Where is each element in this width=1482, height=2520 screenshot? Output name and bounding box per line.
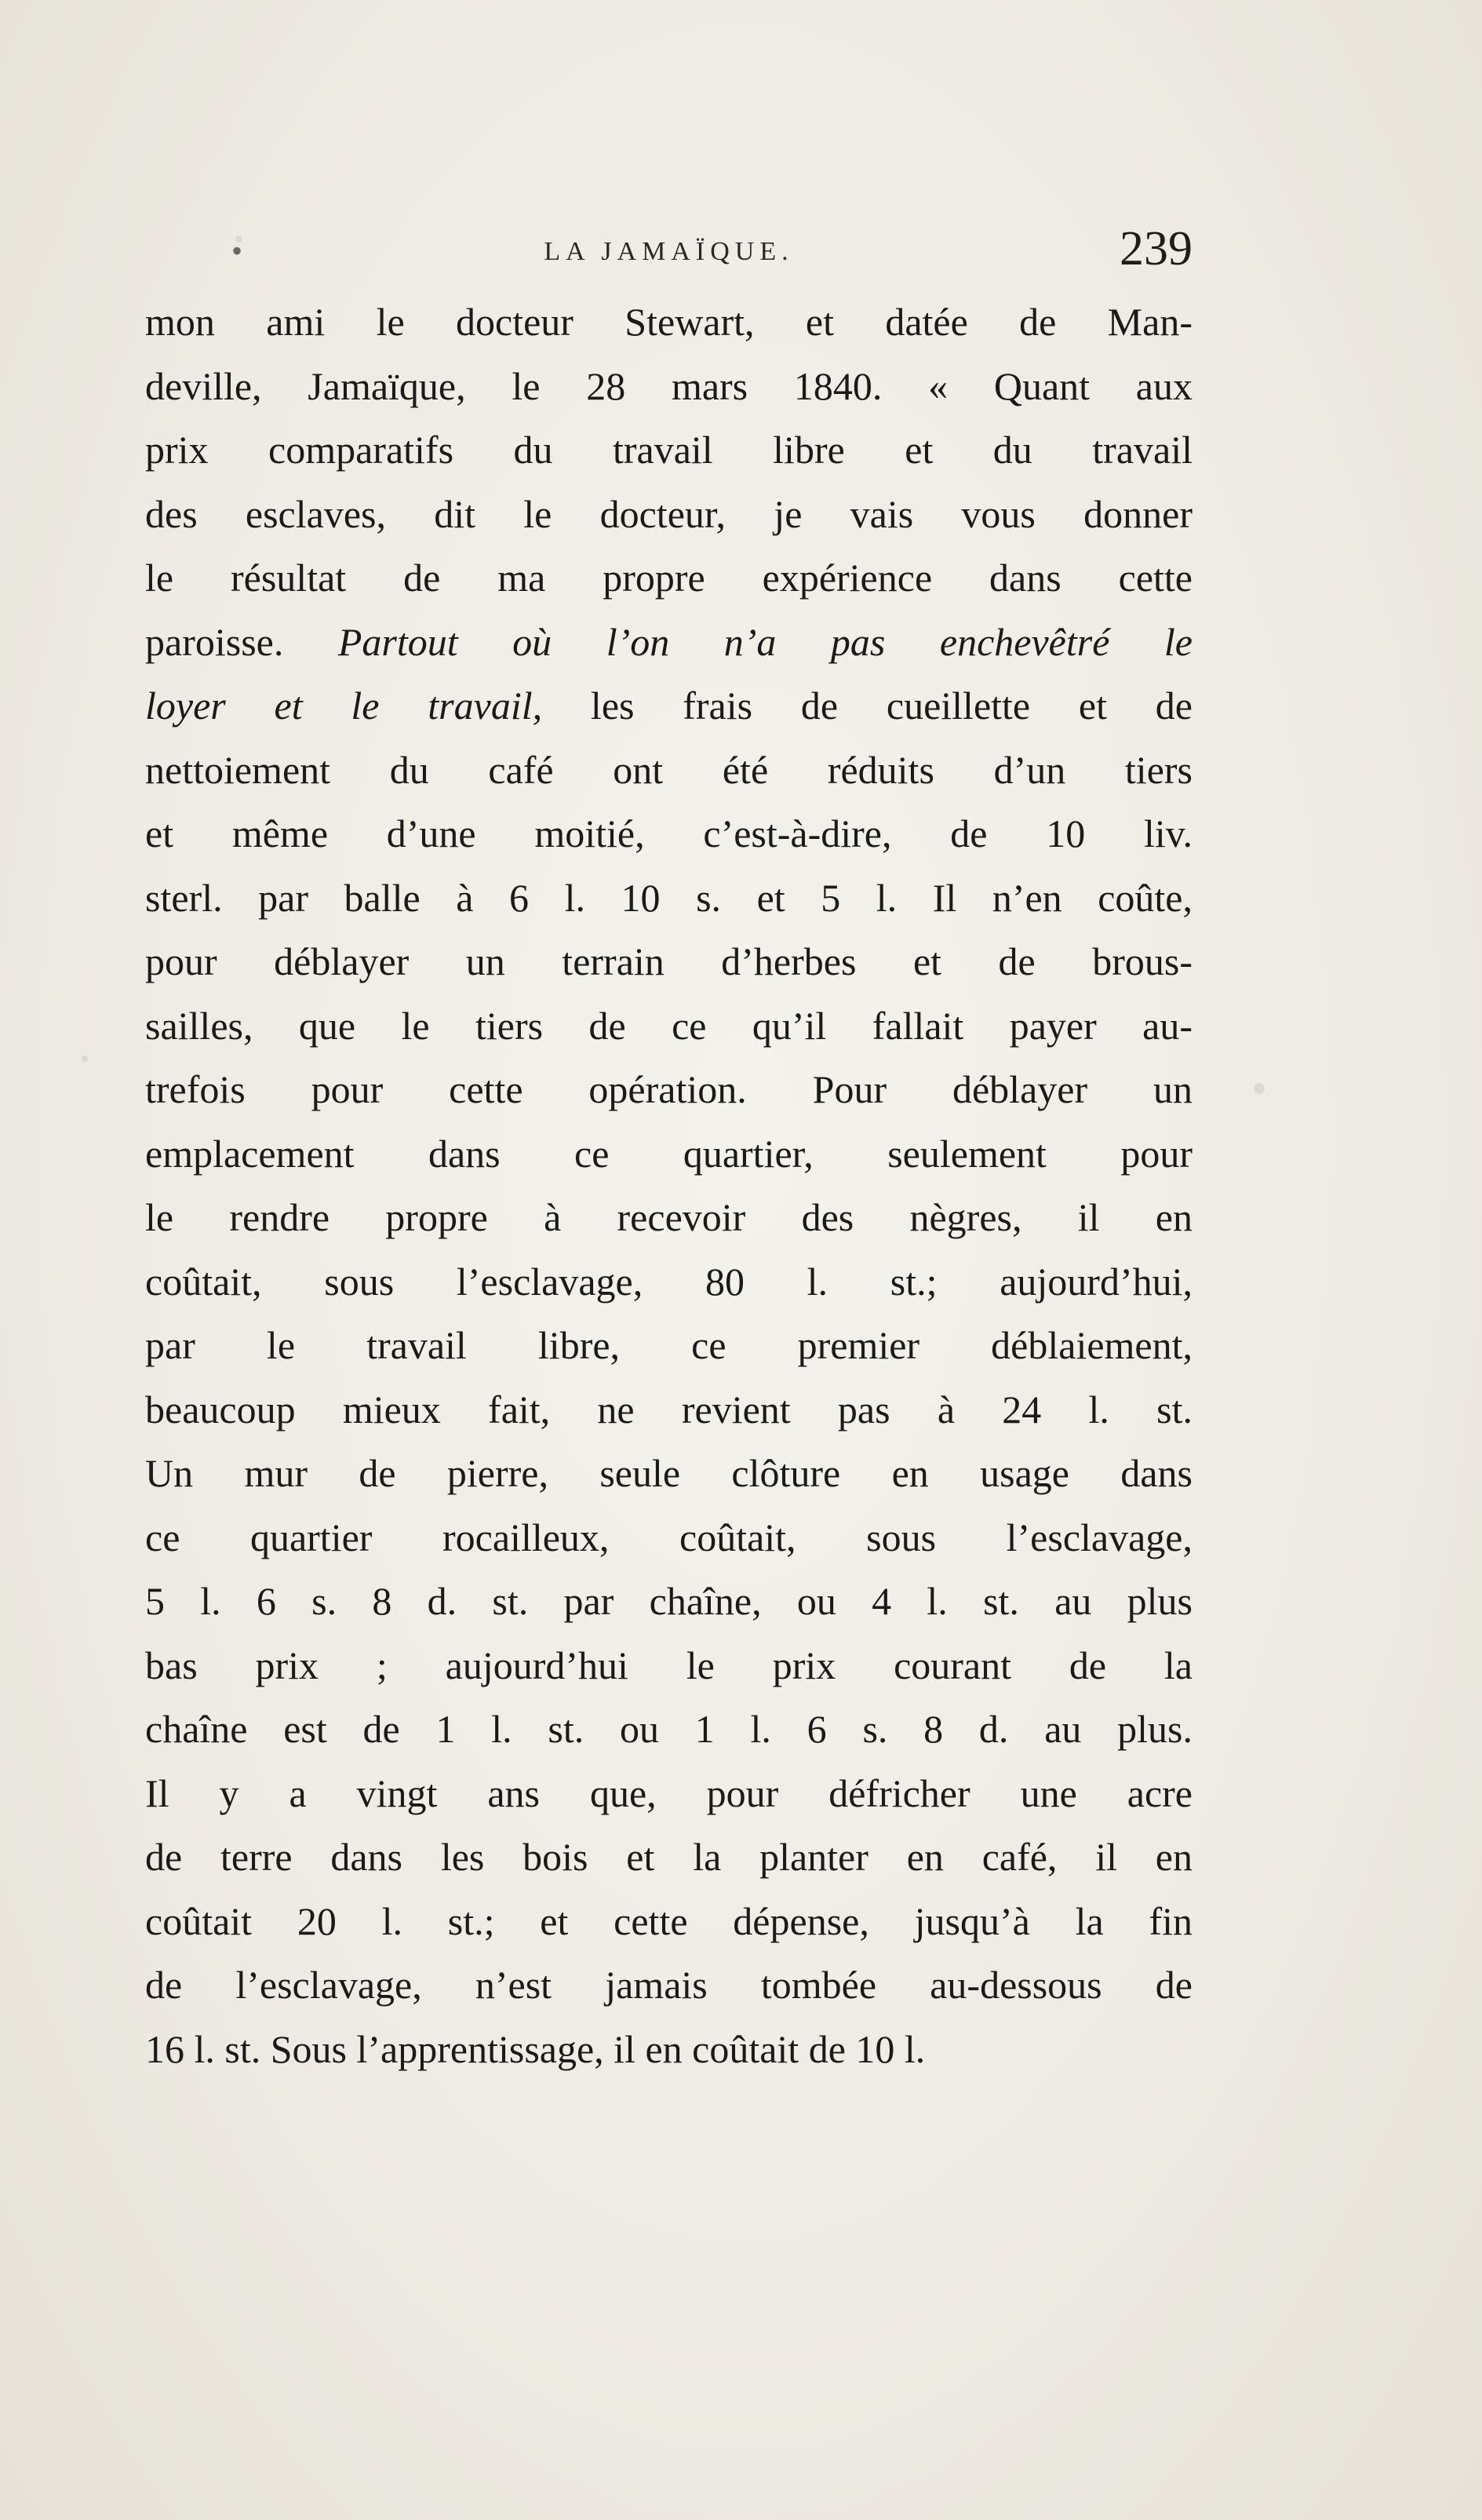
- text-line: ce quartier rocailleux, coûtait, sous l’esclavage,: [145, 1515, 1193, 1559]
- foxing-spot: [1254, 1083, 1265, 1094]
- foxing-spot: [82, 1056, 88, 1062]
- text-line: Un mur de pierre, seule clôture en usage dans: [145, 1451, 1193, 1495]
- text-line: bas prix ; aujourd’hui le prix courant de la: [145, 1643, 1193, 1687]
- italic-emphasis: loyer et le travail,: [145, 684, 543, 728]
- text-segment: les frais de cueillette et de: [542, 684, 1193, 728]
- text-line: de terre dans les bois et la planter en café, il en: [145, 1835, 1193, 1879]
- page-number: 239: [1120, 222, 1193, 275]
- text-line: prix comparatifs du travail libre et du travail: [145, 428, 1193, 472]
- text-line: coûtait 20 l. st.; et cette dépense, jusqu’à la fin: [145, 1898, 1193, 1943]
- page-header: [145, 221, 1193, 284]
- text-line: et même d’une moitié, c’est-à-dire, de 10 liv.: [145, 811, 1193, 855]
- text-line: pour déblayer un terrain d’herbes et de brous-: [145, 939, 1193, 983]
- text-line: sailles, que le tiers de ce qu’il fallait payer au-: [145, 1003, 1193, 1048]
- body-text: [145, 290, 1193, 2081]
- text-line: de l’esclavage, n’est jamais tombée au-dessous de: [145, 1963, 1193, 2007]
- text-line: [145, 674, 1193, 738]
- text-line: le rendre propre à recevoir des nègres, il en: [145, 1195, 1193, 1239]
- text-line: [145, 611, 1193, 675]
- text-line: chaîne est de 1 l. st. ou 1 l. 6 s. 8 d. au plus.: [145, 1707, 1193, 1751]
- text-line: sterl. par balle à 6 l. 10 s. et 5 l. Il n’en coûte,: [145, 875, 1193, 920]
- text-line: le résultat de ma propre expérience dans cette: [145, 556, 1193, 600]
- text-line: nettoiement du café ont été réduits d’un tiers: [145, 747, 1193, 792]
- text-line: 16 l. st. Sous l’apprentissage, il en coûtait de 10 l.: [145, 2026, 926, 2071]
- running-title: LA JAMAÏQUE.: [544, 237, 794, 266]
- text-line: coûtait, sous l’esclavage, 80 l. st.; aujourd’hui,: [145, 1259, 1193, 1304]
- text-line: deville, Jamaïque, le 28 mars 1840. « Quant aux: [145, 363, 1193, 408]
- text-line: trefois pour cette opération. Pour déblayer un: [145, 1067, 1193, 1111]
- text-line: 5 l. 6 s. 8 d. st. par chaîne, ou 4 l. st. au plus: [145, 1579, 1193, 1623]
- text-line: Il y a vingt ans que, pour défricher une acre: [145, 1771, 1193, 1815]
- text-segment: paroisse.: [145, 619, 338, 664]
- ornament-mark: •: [231, 233, 243, 268]
- text-line: par le travail libre, ce premier déblaiement,: [145, 1323, 1193, 1367]
- text-line: emplacement dans ce quartier, seulement pour: [145, 1131, 1193, 1176]
- text-line: des esclaves, dit le docteur, je vais vous donner: [145, 491, 1193, 536]
- italic-emphasis: Partout où l’on n’a pas enchevêtré le: [337, 619, 1193, 664]
- text-line: mon ami le docteur Stewart, et datée de Man-: [145, 300, 1193, 344]
- text-line: beaucoup mieux fait, ne revient pas à 24 l. st.: [145, 1387, 1193, 1431]
